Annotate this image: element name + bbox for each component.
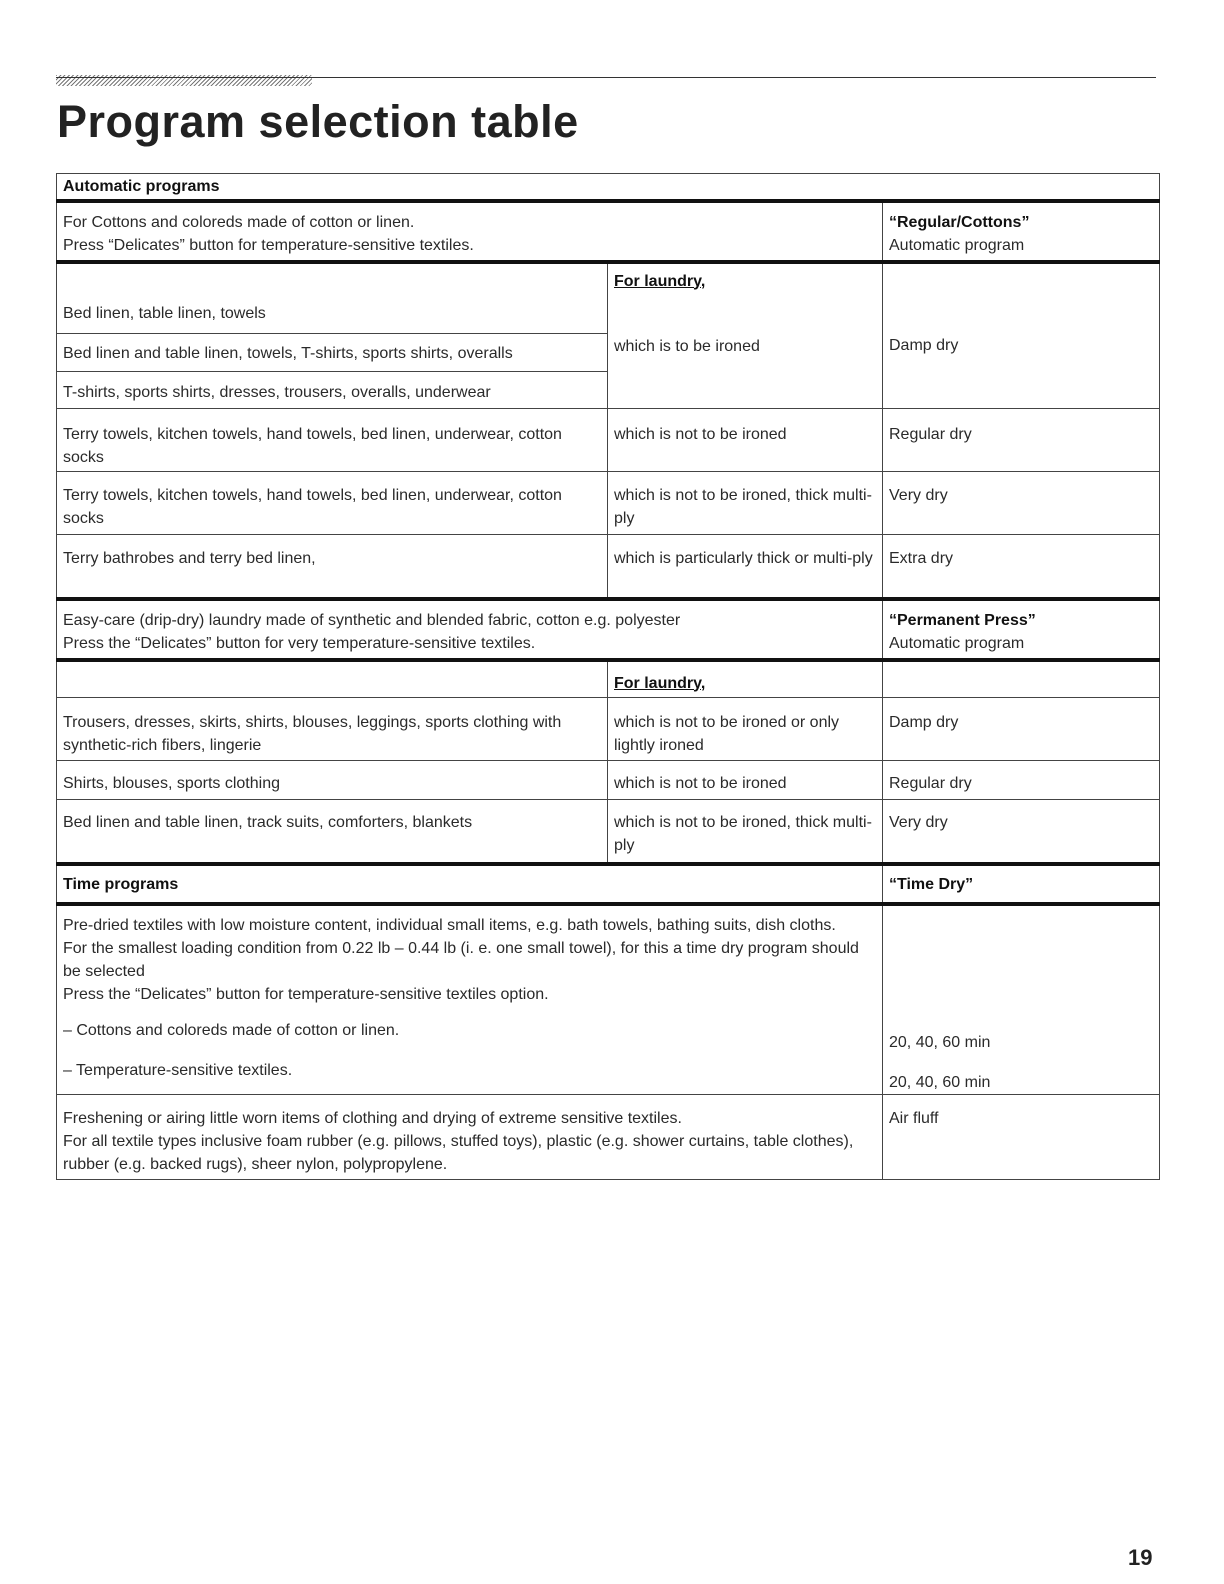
cottons-desc-line1: For Cottons and coloreds made of cotton or linen. — [63, 213, 415, 231]
cottons-group-result: Damp dry — [883, 262, 1160, 409]
table-row — [57, 409, 1160, 472]
permanent-row1-items: Trousers, dresses, skirts, shirts, blouses, leggings, sports clothing with synthetic-rich fibers, lingerie — [57, 698, 608, 761]
header-rule — [56, 77, 1156, 78]
air-fluff-description — [57, 1094, 883, 1179]
cottons-group-condition: which is to be ironed — [614, 337, 760, 355]
table-row — [57, 800, 1160, 864]
table-row — [57, 698, 1160, 761]
cottons-row4-condition: which is particularly thick or multi-ply — [608, 535, 883, 599]
time-desc-line3: Press the “Delicates” button for temperature-sensitive textiles option. — [63, 985, 549, 1003]
empty-cell — [57, 660, 608, 698]
permanent-row3-result: Very dry — [883, 800, 1160, 864]
air-fluff-line1: Freshening or airing little worn items of clothing and drying of extreme sensitive textiles. — [63, 1109, 682, 1127]
permanent-description — [57, 599, 883, 660]
table-row — [57, 904, 1160, 1095]
time-options-results — [883, 904, 1160, 1095]
air-fluff-line2: For all textile types inclusive foam rubber (e.g. pillows, stuffed toys), plastic (e.g. shower curtains, table clothes), rubber (e.g. backed rugs), sheer nylon, polypropylene. — [63, 1132, 854, 1173]
section-header-automatic — [57, 174, 1160, 201]
cottons-program — [883, 201, 1160, 262]
cottons-row4-result: Extra dry — [883, 535, 1160, 599]
section-header-time — [57, 864, 1160, 904]
cottons-desc-line2: Press “Delicates” button for temperature-sensitive textiles. — [63, 236, 474, 254]
permanent-program-name: “Permanent Press” — [889, 611, 1036, 629]
permanent-program — [883, 599, 1160, 660]
cottons-item-3: T-shirts, sports shirts, dresses, trousers, overalls, underwear — [57, 372, 608, 409]
permanent-row1-result: Damp dry — [883, 698, 1160, 761]
permanent-row3-items: Bed linen and table linen, track suits, comforters, blankets — [57, 800, 608, 864]
permanent-row2-items: Shirts, blouses, sports clothing — [57, 761, 608, 800]
cottons-description — [57, 201, 883, 262]
program-selection-table — [56, 173, 1160, 1180]
automatic-programs-heading: Automatic programs — [57, 174, 1160, 201]
table-row — [57, 1094, 1160, 1179]
cottons-row4-items: Terry bathrobes and terry bed linen, — [57, 535, 608, 599]
cottons-row3-condition: which is not to be ironed, thick multi-ply — [608, 472, 883, 535]
cottons-item-2: Bed linen and table linen, towels, T-shirts, sports shirts, overalls — [57, 334, 608, 372]
cottons-row2-result: Regular dry — [883, 409, 1160, 472]
program-row-regular-cottons — [57, 201, 1160, 262]
cottons-row3-items: Terry towels, kitchen towels, hand towels, bed linen, underwear, cotton socks — [57, 472, 608, 535]
permanent-row2-result: Regular dry — [883, 761, 1160, 800]
permanent-row2-condition: which is not to be ironed — [608, 761, 883, 800]
program-row-permanent-press — [57, 599, 1160, 660]
cottons-row3-result: Very dry — [883, 472, 1160, 535]
time-option-1-duration: 20, 40, 60 min — [889, 1033, 991, 1051]
time-desc-line1: Pre-dried textiles with low moisture content, individual small items, e.g. bath towels, bathing suits, dish cloths. — [63, 916, 836, 934]
time-option-1: – Cottons and coloreds made of cotton or linen. — [63, 1021, 400, 1039]
time-option-2: – Temperature-sensitive textiles. — [63, 1061, 293, 1079]
cottons-program-type: Automatic program — [889, 236, 1025, 254]
air-fluff-result: Air fluff — [883, 1094, 1160, 1179]
cottons-row2-condition: which is not to be ironed — [608, 409, 883, 472]
for-laundry-label: For laundry, — [614, 272, 706, 290]
empty-cell — [883, 660, 1160, 698]
cottons-row2-items: Terry towels, kitchen towels, hand towels, bed linen, underwear, cotton socks — [57, 409, 608, 472]
permanent-desc-line2: Press the “Delicates” button for very temperature-sensitive textiles. — [63, 634, 536, 652]
time-option-2-duration: 20, 40, 60 min — [889, 1073, 991, 1091]
time-dry-program-name: “Time Dry” — [883, 864, 1160, 904]
page-title: Program selection table — [57, 96, 579, 147]
permanent-for-laundry — [608, 660, 883, 698]
permanent-row3-condition: which is not to be ironed, thick multi-ply — [608, 800, 883, 864]
cottons-program-name: “Regular/Cottons” — [889, 213, 1030, 231]
time-description — [57, 904, 883, 1095]
permanent-row1-condition: which is not to be ironed or only lightly ironed — [608, 698, 883, 761]
permanent-desc-line1: Easy-care (drip-dry) laundry made of synthetic and blended fabric, cotton e.g. polyester — [63, 611, 681, 629]
table-row — [57, 660, 1160, 698]
permanent-program-type: Automatic program — [889, 634, 1025, 652]
cottons-item-1: Bed linen, table linen, towels — [57, 262, 608, 334]
page-number: 19 — [1128, 1545, 1153, 1570]
for-laundry-label: For laundry, — [614, 674, 706, 692]
table-row — [57, 472, 1160, 535]
time-desc-line2: For the smallest loading condition from 0.22 lb – 0.44 lb (i. e. one small towel), for this a time dry program should be selected — [63, 939, 859, 980]
table-row — [57, 761, 1160, 800]
time-programs-heading: Time programs — [57, 864, 883, 904]
table-row — [57, 262, 1160, 334]
table-row — [57, 535, 1160, 599]
cottons-group-condition-cell — [608, 262, 883, 409]
